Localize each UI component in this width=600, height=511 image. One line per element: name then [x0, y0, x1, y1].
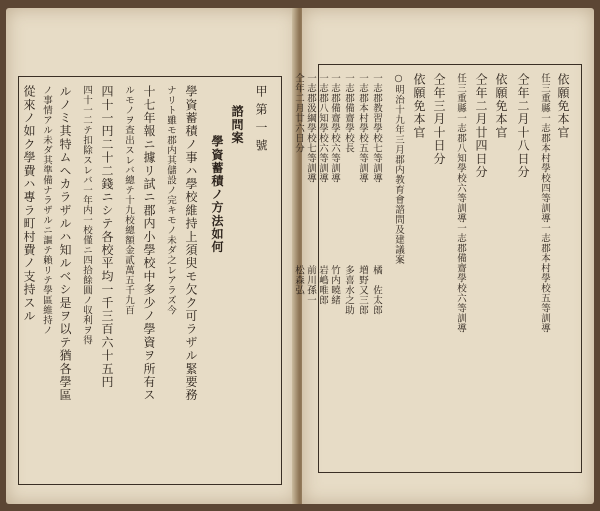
- appointment-name-7: 松森弘: [293, 265, 304, 295]
- entry-4: 依願免本官: [494, 73, 508, 139]
- entry-8: 依願免本官: [412, 73, 426, 139]
- entry-2: 任三重縣一志郡本村學校四等訓導一志郡本村學校五等訓導: [539, 73, 550, 333]
- entry-7: 仝年三月十日分: [432, 73, 446, 166]
- left-page-header: 甲第一號: [254, 85, 268, 157]
- appointment-name-2: 増野又三郎: [357, 265, 368, 315]
- appointment-name-3: 多喜水之助: [343, 265, 354, 315]
- body-line-9: 從來ノ如ク學費ハ專ラ町村費ノ支持スル: [22, 85, 36, 323]
- appointment-school-6: 一志郡汲綱學校七等訓導: [305, 73, 316, 183]
- appointment-name-4: 竹内曉緒: [329, 265, 340, 305]
- appointment-school-1: 一志郡教習學校七等訓導: [371, 73, 382, 183]
- appointment-school-5: 一志郡八知學校六等訓導: [317, 73, 328, 183]
- left-page-frame: [18, 76, 282, 485]
- appointment-name-5: 岩嶋唯郎: [317, 265, 328, 305]
- appointment-school-4: 一志郡備齋學校六等訓導: [329, 73, 340, 183]
- body-line-3: 十七年報ニ據リ試ニ郡内小學校中多少ノ學資ヲ所有ス: [142, 85, 156, 402]
- entry-9: ○明治十九年三月郡内教育會諮問及建議案: [393, 73, 404, 265]
- body-line-2: ナリト雖モ郡内其儲設ノ完キモノ未ダ之レアラズ今: [165, 85, 176, 315]
- body-line-7: ルノミ其特ムヘカラザルハ知ルベシ是ヲ以テ猶各學區: [58, 85, 72, 402]
- entry-3: 仝年二月十八日分: [516, 73, 530, 179]
- body-line-5: 四十一円二十二錢ニシテ各校平均一千三百六十五円: [100, 85, 114, 389]
- left-page: [6, 8, 298, 504]
- appointment-school-7: 仝年二月廿六日分: [293, 73, 304, 153]
- entry-5: 仝年二月廿四日分: [474, 73, 488, 179]
- entry-6: 任三重縣一志郡八知學校六等訓導一志郡備齋學校六等訓導: [455, 73, 466, 333]
- appointment-school-3: 一志郡備齋學校長: [343, 73, 354, 153]
- body-line-1: 學資蓄積ノ事ハ學校維持上須臾モ欠ク可ラザル緊要務: [184, 85, 198, 402]
- right-page: [293, 8, 594, 504]
- body-line-8: ノ事情アル未ダ其準備ナラザルニ謳テ賴リテ學區維持ノ: [41, 85, 52, 335]
- appointment-name-6: 前川孫一: [305, 265, 316, 305]
- appointment-name-1: 橘 佐太郎: [371, 265, 382, 315]
- appointment-school-2: 一志郡本村學校五等訓導: [357, 73, 368, 183]
- entry-1: 依願免本官: [556, 73, 570, 139]
- body-line-4: ルモノヲ查出スレバ總テ十九校總額金貳萬五千九百: [123, 85, 134, 315]
- body-line-6: 四十一二テ扣除スレバ一年内一校僅ニ四拾餘圓ノ収利ヲ得: [81, 85, 92, 345]
- right-page-frame: [293, 64, 582, 473]
- consultation-title: 諮問案: [230, 105, 244, 145]
- consultation-question: 學資蓄積ノ方法如何: [210, 135, 224, 254]
